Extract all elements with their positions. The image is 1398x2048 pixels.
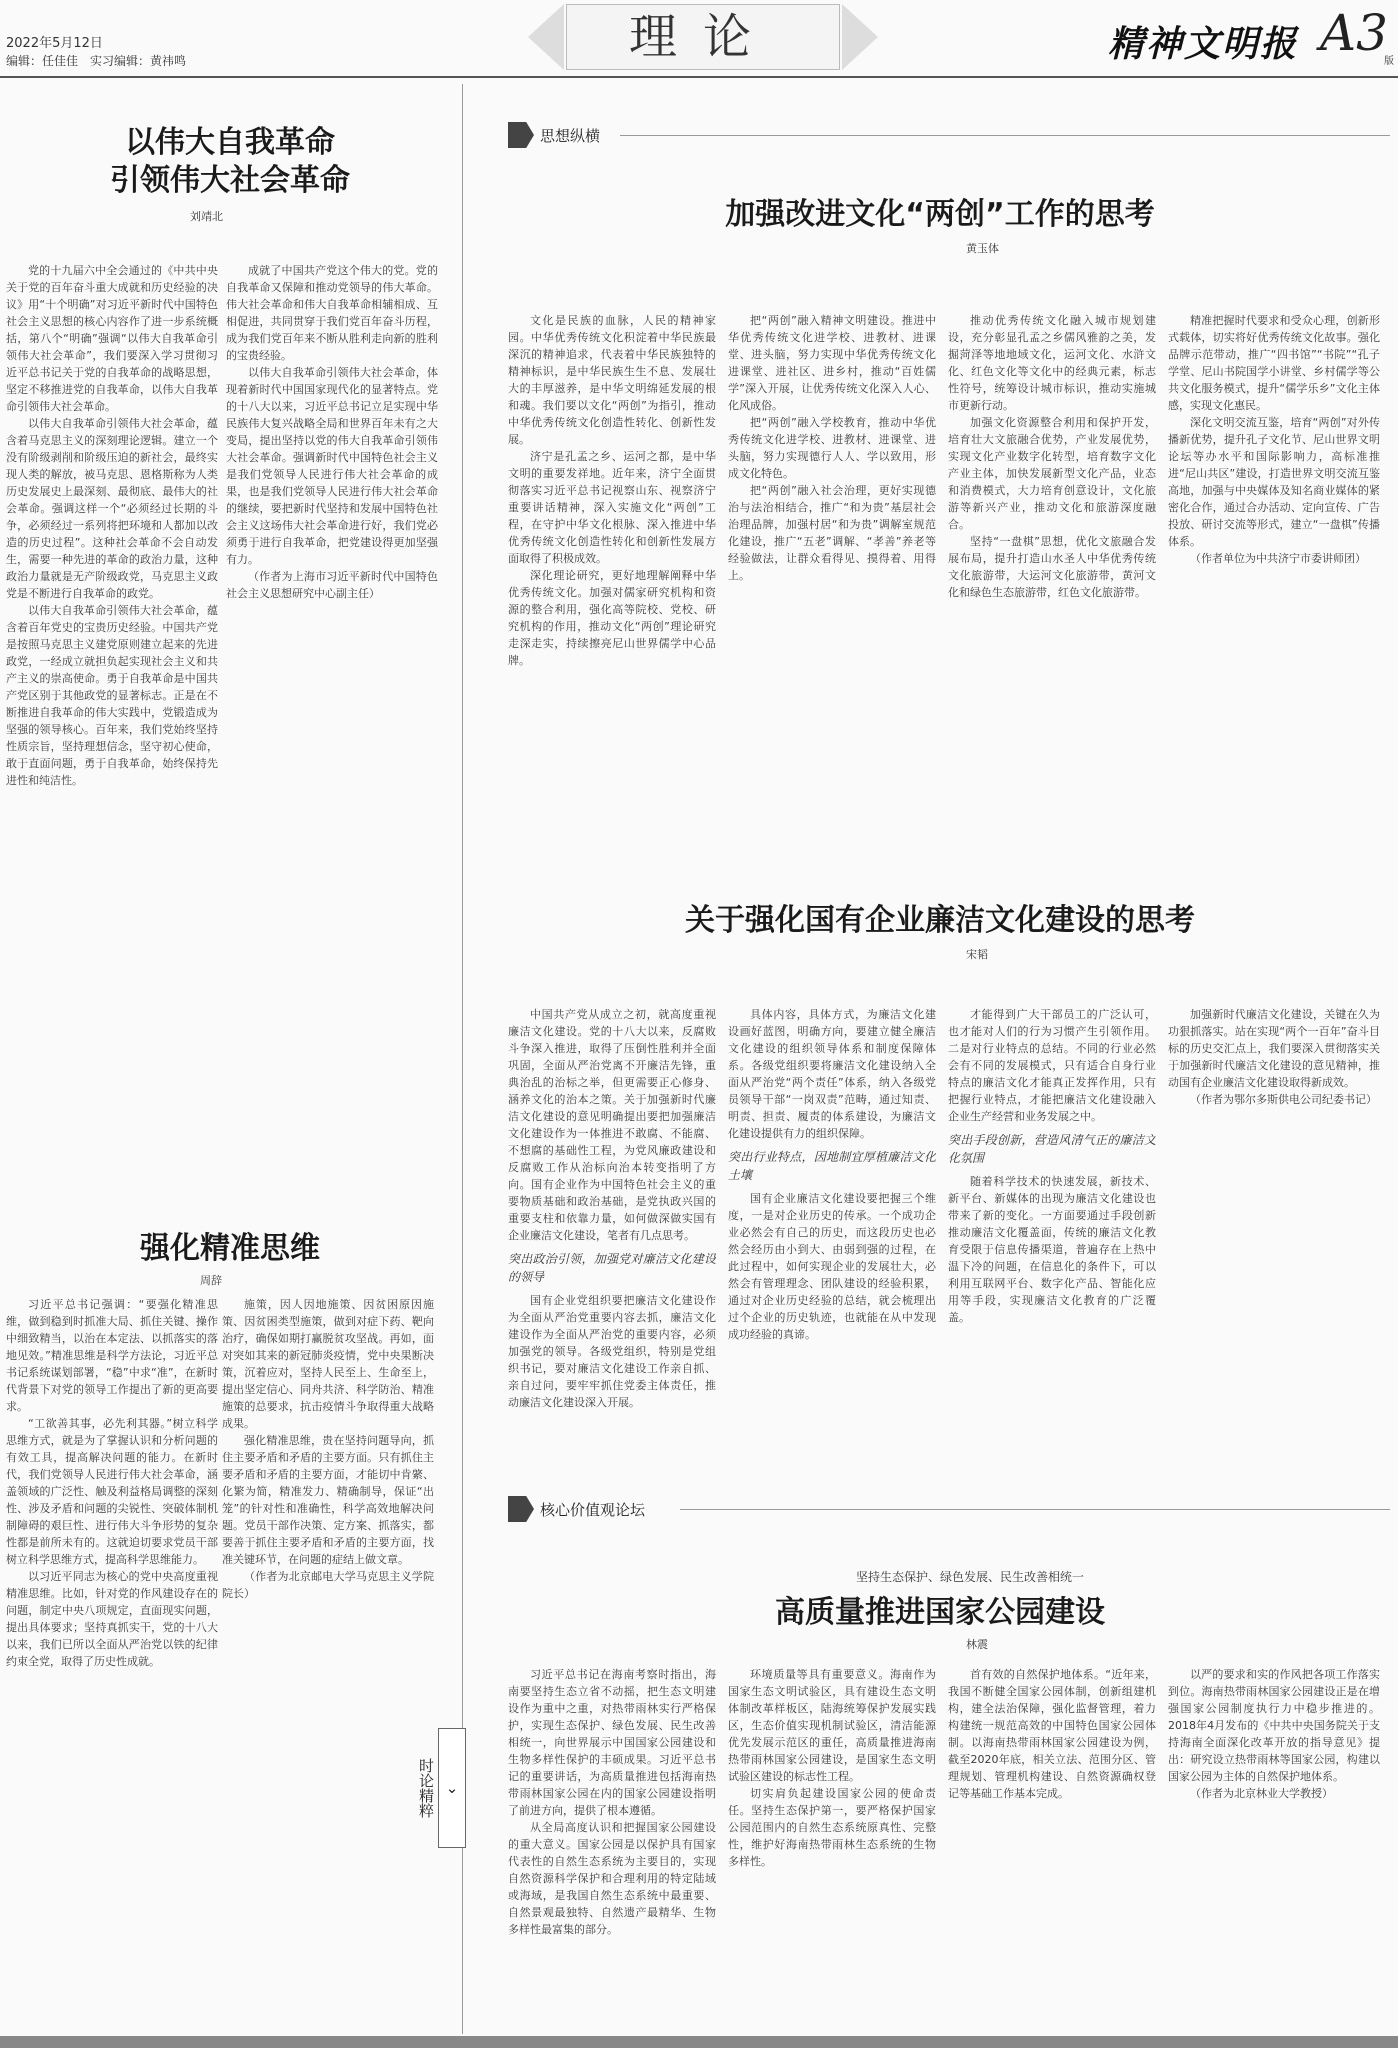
article5-paragraph: 以严的要求和实的作风把各项工作落实到位。海南热带雨林国家公园建设正是在增强国家公园制度执行力中稳步推进的。2018年4月发布的《中共中央国务院关于支持海南全面深化改革开放的指导意见》提出：研究设立热带雨林等国家公园，构建以国家公园为主体的自然保护地体系。 [1168,1668,1380,1783]
article4-paragraph: 具体内容，具体方式，为廉洁文化建设画好蓝图，明确方向，要建立健全廉洁文化建设的组织领导体系和制度保障体系。各级党组织要将廉洁文化建设纳入全面从严治党“两个责任”体系，纳入各级党员领导干部“一岗双责”范畴，通过知责、明责、担责、履责的体系建设，为廉洁文化建设提供有力的组织保障。 [728,1008,936,1140]
footer-bar [0,2036,1398,2048]
article4-byline: 宋韬 [966,948,988,961]
article4-paragraph: 随着科学技术的快速发展，新技术、新平台、新媒体的出现为廉洁文化建设也带来了新的变化。一方面要通过手段创新推动廉洁文化覆盖面，传统的廉洁文化教育受限于信息传播渠道，普遍存在上热中温下冷的问题，在信息化的条件下，可以利用互联网平台、数字化产品、智能化应用等手段，实现廉洁文化教育的广泛覆盖。 [948,1175,1156,1324]
article4-column2 [728,1006,936,1438]
article3-paragraph: 把“两创”融入社会治理，更好实现德治与法治相结合，推广“和为贵”基层社会治理品牌，加强村居“和为贵”调解室规范化建设，推广“五老”调解、“孝善”养老等经验做法，让群众看得见、摸得着、用得上。 [728,484,936,582]
section-tag-label: 核心价值观论坛 [540,1500,646,1519]
article5-column3 [948,1666,1156,2032]
article1-paragraph: 成就了中国共产党这个伟大的党。党的自我革命又保障和推动党领导的伟大革命。伟大社会革命和伟大自我革命相辅相成、互相促进，共同贯穿于我们党百年奋斗历程，成为我们党百年来不断从胜利走向新的胜利的宝贵经验。 [226,264,438,362]
newspaper-masthead: 精神文明报 [1108,23,1299,65]
page-header [0,0,1398,78]
section-tab-commentary [417,1728,466,1848]
article2-paragraph: 习近平总书记强调：“要强化精准思维，做到稳到时抓准大局、抓住关键、操作中细致精当，以治在本定法、以抓落实的落地见效。”精准思维是科学方法论，习近平总书记系统谋划部署，“稳”中求“准”，在新时代背景下对党的领导工作提出了新的更高要求。 [6,1298,218,1413]
page-number-suffix: 版 [1384,56,1394,67]
article3-author-note: （作者单位为中共济宁市委讲师团） [1190,552,1366,565]
issue-date: 2022年5月12日 [6,36,103,51]
section-tab-label: 时论精粹 [417,1758,435,1818]
article5-paragraph: 环境质量等具有重要意义。海南作为国家生态文明试验区，具有建设生态文明体制改革样板区，陆海统筹保护发展实践区，生态价值实现机制试验区，清洁能源优先发展示范区的重任，高质量推进海南热带雨林国家公园建设，是国家生态文明试验区建设的标志性工程。 [728,1668,936,1783]
article5-column4 [1168,1666,1380,2032]
section-divider [620,135,1390,136]
article3-paragraph: 加强文化资源整合利用和保护开发，培育壮大文旅融合优势，产业发展优势，实现文化产业数字化转型，培育数字文化产业主体，加快发展新型文化产品，业态和消费模式，大力培育创意设计，文化旅游等新兴产业，推动文化和旅游深度融合。 [948,416,1156,531]
article3-paragraph: 精准把握时代要求和受众心理，创新形式载体，切实将好优秀传统文化故事。强化品牌示范带动，推广“四书馆”“书院”“孔子学堂、尼山书院国学小讲堂、乡村儒学等公共文化服务模式，提升“儒学乐乡”文化主体感，实现文化惠民。 [1168,314,1380,412]
article4-subhead: 突出行业特点，因地制宜厚植廉洁文化土壤 [728,1150,936,1182]
chevron-down-icon: ⌄ [443,1779,461,1797]
article5-paragraph: 从全局高度认识和把握国家公园建设的重大意义。国家公园是以保护具有国家代表性的自然生态系统为主要目的，实现自然资源科学保护和合理利用的特定陆域或海域，是我国自然生态系统中最重要、自然景观最独特、自然遗产最精华、生物多样性最富集的部分。 [508,1821,716,1936]
article4-column4 [1168,1006,1380,1438]
article3-paragraph: 推动优秀传统文化融入城市规划建设，充分彰显孔孟之乡儒风雅韵之美，发掘菏泽等地地域文化，运河文化、水浒文化、红色文化等文化中的经典元素，标志性符号，统筹设计城市标识，推动实施城市更新行动。 [948,314,1156,412]
section-divider [680,1509,1390,1510]
article5-paragraph: 习近平总书记在海南考察时指出，海南要坚持生态立省不动摇，把生态文明建设作为重中之重，对热带雨林实行严格保护，实现生态保护、绿色发展、民生改善相统一，向世界展示中国国家公园建设和生物多样性保护的丰硕成果。习近平总书记的重要讲话，为高质量推进包括海南热带雨林国家公园在内的国家公园建设指明了前进方向，提供了根本遵循。 [508,1668,716,1817]
article5-title: 高质量推进国家公园建设 [775,1595,1105,1630]
arrow-left-icon [528,4,564,70]
article2-paragraph: 施策，因人因地施策、因贫困原因施策、因贫困类型施策，做到对症下药、靶向治疗，确保如期打赢脱贫攻坚战。再如，面对突如其来的新冠肺炎疫情，党中央果断决策，沉着应对，坚持人民至上、生命至上，提出坚定信心、同舟共济、科学防治、精准施策的总要求，抗击疫情斗争取得重大战略成果。 [222,1298,434,1430]
section-marker-icon [508,1496,534,1522]
article5-author-note: （作者为北京林业大学教授） [1190,1787,1333,1800]
article2-author-note: （作者为北京邮电大学马克思主义学院院长） [222,1570,434,1600]
article2-paragraph: “工欲善其事，必先利其器。”树立科学思维方式，就是为了掌握认识和分析问题的有效工具，提高解决问题的能力。在新时代，我们党领导人民进行伟大社会革命，涵盖领域的广泛性、触及利益格局调整的深刻性、涉及矛盾和问题的尖锐性、突破体制机制障碍的艰巨性、进行伟大斗争形势的复杂性都是前所未有的。这就迫切要求党员干部树立科学思维方式，提高科学思维能力。 [6,1417,218,1566]
section-tag-label: 思想纵横 [540,126,601,145]
article1-paragraph: 以伟大自我革命引领伟大社会革命，蕴含着马克思主义的深刻理论逻辑。建立一个没有阶级剥削和阶级压迫的新社会，最终实现人类的解放，被马克思、恩格斯称为人类历史发展史上最深刻、最彻底、最伟大的社会革命。强调这样一个“必须经过长期的斗争，必须经过一系列将把环境和人都加以改造的历史过程”。这种社会革命不会自动发生，需要一种先进的革命的政治力量，这种政治力量就是无产阶级政党，马克思主义政党是不断进行自我革命的政党。 [6,417,218,600]
article3-column1 [508,312,716,880]
article2-paragraph: 以习近平同志为核心的党中央高度重视精准思维。比如，针对党的作风建设存在的问题，制定中央八项规定，直面现实问题，提出具体要求；坚持真抓实干，党的十八大以来，我们已所以全面从严治党以铁的纪律约束全党，取得了历史性成就。 [6,1570,218,1668]
article3-title: 加强改进文化“两创”工作的思考 [725,197,1155,232]
article3-column3 [948,312,1156,880]
article3-paragraph: 文化是民族的血脉，人民的精神家园。中华优秀传统文化积淀着中华民族最深沉的精神追求，代表着中华民族独特的精神标识，是中华民族生生不息、发展壮大的丰厚滋养，是中华文明绵延发展的根和魂。我们要以文化“两创”为指引，推动中华优秀传统文化创造性转化、创新性发展。 [508,314,716,446]
article3-paragraph: 坚持“一盘棋”思想，优化文旅融合发展布局，提升打造山水圣人中华优秀传统文化旅游带，大运河文化旅游带，黄河文化和绿色生态旅游带，红色文化旅游带。 [948,535,1156,599]
section-marker-icon [508,122,534,148]
article3-paragraph: 济宁是孔孟之乡、运河之都，是中华文明的重要发祥地。近年来，济宁全面贯彻落实习近平总书记视察山东、视察济宁重要讲话精神，深入实施文化“两创”工程，在守护中华文化根脉、深入推进中华优秀传统文化创造性转化和创新性发展方面取得了积极成效。 [508,450,716,565]
article3-byline: 黄玉体 [966,242,999,255]
article4-paragraph: 才能得到广大干部员工的广泛认可，也才能对人们的行为习惯产生引领作用。二是对行业特点的总结。不同的行业必然会有不同的发展模式，只有适合自身行业特点的廉洁文化才能真正发挥作用，只有把握行业特点，才能把廉洁文化建设融入企业生产经营和业务发展之中。 [948,1008,1156,1123]
article5-column1 [508,1666,716,2032]
article4-subhead: 突出手段创新，营造风清气正的廉洁文化氛围 [948,1133,1156,1165]
article4-author-note: （作者为鄂尔多斯供电公司纪委书记） [1190,1093,1377,1106]
article5-paragraph: 切实肩负起建设国家公园的使命责任。坚持生态保护第一，要严格保护国家公园范围内的自然生态系统原真性、完整性，维护好海南热带雨林生态系统的生物多样性。 [728,1787,936,1868]
article1-paragraph: 党的十九届六中全会通过的《中共中央关于党的百年奋斗重大成就和历史经验的决议》用“十个明确”对习近平新时代中国特色社会主义思想的核心内容作了进一步系统概括，第八个“明确”强调“以伟大自我革命引领伟大社会革命”，我们要深入学习贯彻习近平总书记关于党的自我革命的战略思想，坚定不移推进党的自我革命，以伟大自我革命引领伟大社会革命。 [6,264,218,413]
article5-byline: 林震 [966,1638,988,1651]
article1-author-note: （作者为上海市习近平新时代中国特色社会主义思想研究中心副主任） [226,570,438,600]
article4-paragraph: 中国共产党从成立之初，就高度重视廉洁文化建设。党的十八大以来，反腐败斗争深入推进，取得了压倒性胜利并全面巩固，全面从严治党离不开廉洁先锋，重典治乱的治标之举，但更需要正心修身、涵养文化的治本之策。关于加强新时代廉洁文化建设的意见明确提出要把加强廉洁文化建设作为一体推进不敢腐、不能腐、不想腐的基础性工程，为党风廉政建设和反腐败工作从治标向治本转变指明了方向。国有企业作为中国特色社会主义的重要物质基础和政治基础，是党执政兴国的重要支柱和依靠力量，如何做深做实国有企业廉洁文化建设，笔者有几点思考。 [508,1008,716,1242]
article2-column2 [222,1296,434,2030]
article1-title-line2: 引领伟大社会革命 [110,162,350,198]
article2-paragraph: 强化精准思维，贵在坚持问题导向，抓住主要矛盾和矛盾的主要方面。只有抓住主要矛盾和矛盾的主要方面，才能切中肯綮、化繁为简，精准发力、精确制导，保证“出笼”的针对性和准确性，科学高效地解决问题。党员干部作决策、定方案、抓落实，都要善于抓住主要矛盾和矛盾的主要方面，找准关键环节，在问题的症结上做文章。 [222,1434,434,1566]
article3-paragraph: 把“两创”融入精神文明建设。推进中华优秀传统文化进学校、进教材、进课堂、进头脑，努力实现中华优秀传统文化进课堂、进社区、进乡村，推动“百姓儒学”深入开展，让优秀传统文化深入人心、化风成俗。 [728,314,936,412]
article3-paragraph: 把“两创”融入学校教育，推动中华优秀传统文化进学校、进教材、进课堂、进头脑，努力实现德行人人、学以致用，形成文化特色。 [728,416,936,480]
article1-paragraph: 以伟大自我革命引领伟大社会革命，体现着新时代中国国家现代化的显著特点。党的十八大以来，习近平总书记立足实现中华民族伟大复兴战略全局和世界百年未有之大变局，提出坚持以党的伟大自我革命引领伟大社会革命。强调新时代中国特色社会主义是我们党领导人民进行伟大社会革命的成果，也是我们党领导人民进行伟大社会革命的继续，要把新时代坚持和发展中国特色社会主义这场伟大社会革命进行好，我们党必须勇于进行自我革命，把党建设得更加坚强有力。 [226,366,438,566]
article1-byline: 刘靖北 [190,210,223,223]
arrow-right-icon [842,4,878,70]
article1-column1 [6,262,218,1286]
article1-title-line1: 以伟大自我革命 [125,125,335,160]
page-number: A3 [1320,4,1388,62]
article3-column2 [728,312,936,880]
editor-credits: 编辑：任佳佳 实习编辑：黄祎鸣 [6,54,187,68]
article4-paragraph: 加强新时代廉洁文化建设，关键在久为功狠抓落实。站在实现“两个一百年”奋斗目标的历史交汇点上，我们要深入贯彻落实关于加强新时代廉洁文化建设的意见精神，推动国有企业廉洁文化建设取得新成效。 [1168,1008,1380,1089]
article2-column1 [6,1296,218,2030]
section-title: 理论 [566,4,840,70]
article1-paragraph: 以伟大自我革命引领伟大社会革命，蕴含着百年党史的宝贵历史经验。中国共产党是按照马克思主义建党原则建立起来的先进政党，一经成立就担负起实现社会主义和共产主义的崇高使命。勇于自我革命是中国共产党区别于其他政党的显著标志。正是在不断推进自我革命的伟大实践中，党锻造成为坚强的领导核心。百年来，我们党始终坚持性质宗旨，坚持理想信念，坚守初心使命，敢于直面问题，勇于自我革命，始终保持先进性和纯洁性。 [6,604,218,787]
article4-paragraph: 国有企业党组织要把廉洁文化建设作为全面从严治党重要内容去抓，廉洁文化建设作为全面从严治党的重要内容，必须加强党的领导。各级党组织，特别是党组织书记，要对廉洁文化建设工作亲自抓、亲自过问，要牢牢抓住党委主体责任，推动廉洁文化建设深入开展。 [508,1294,716,1409]
article3-paragraph: 深化文明交流互鉴，培育“两创”对外传播新优势，提升孔子文化节、尼山世界文明论坛等办水平和国际影响力，高标准推进“尼山共区”建设，打造世界文明交流互鉴高地，加强与中央媒体及知名商业媒体的紧密化合作，通过合办活动、定向宣传、广告投放、研讨交流等形式，建立“一盘棋”传播体系。 [1168,416,1380,548]
article2-title: 强化精准思维 [140,1231,320,1266]
article3-paragraph: 深化理论研究，更好地理解阐释中华优秀传统文化。加强对儒家研究机构和资源的整合利用，强化高等院校、党校、研究机构的作用，推动文化“两创”理论研究走深走实，持续擦亮尼山世界儒学中心品牌。 [508,569,716,667]
section-tag-core-values [508,1496,645,1522]
article4-paragraph: 国有企业廉洁文化建设要把握三个维度，一是对企业历史的传承。一个成功企业必然会有自己的历史，而这段历史也必然会经历由小到大、由弱到强的过程，在此过程中，如何实现企业的发展壮大，必然会有管理理念、团队建设的经验积累，通过对企业历史经验的总结，就会梳理出过个企业的历史轨迹，也就能在从中发现成功经验的真谛。 [728,1192,936,1341]
article5-kicker: 坚持生态保护、绿色发展、民生改善相统一 [855,1570,1084,1584]
article5-paragraph: 首有效的自然保护地体系。“近年来，我国不断健全国家公园体制，创新组建机构，建全法治保障，强化监督管理，着力构建统一规范高效的中国特色国家公园体制。以海南热带雨林国家公园建设为例，截至2020年底，相关立法、范围分区、管理规划、管理机构建设、自然资源确权登记等基础工作基本完成。 [948,1668,1156,1800]
article4-title: 关于强化国有企业廉洁文化建设的思考 [685,903,1195,938]
section-tag-thought [508,122,600,148]
article4-column1 [508,1006,716,1438]
article3-column4 [1168,312,1380,880]
article5-column2 [728,1666,936,2032]
article1-title [20,124,440,199]
article1-column2 [226,262,438,1286]
article2-byline: 周辞 [200,1274,222,1287]
article4-subhead: 突出政治引领，加强党对廉洁文化建设的领导 [508,1252,716,1284]
article4-column3 [948,1006,1156,1438]
